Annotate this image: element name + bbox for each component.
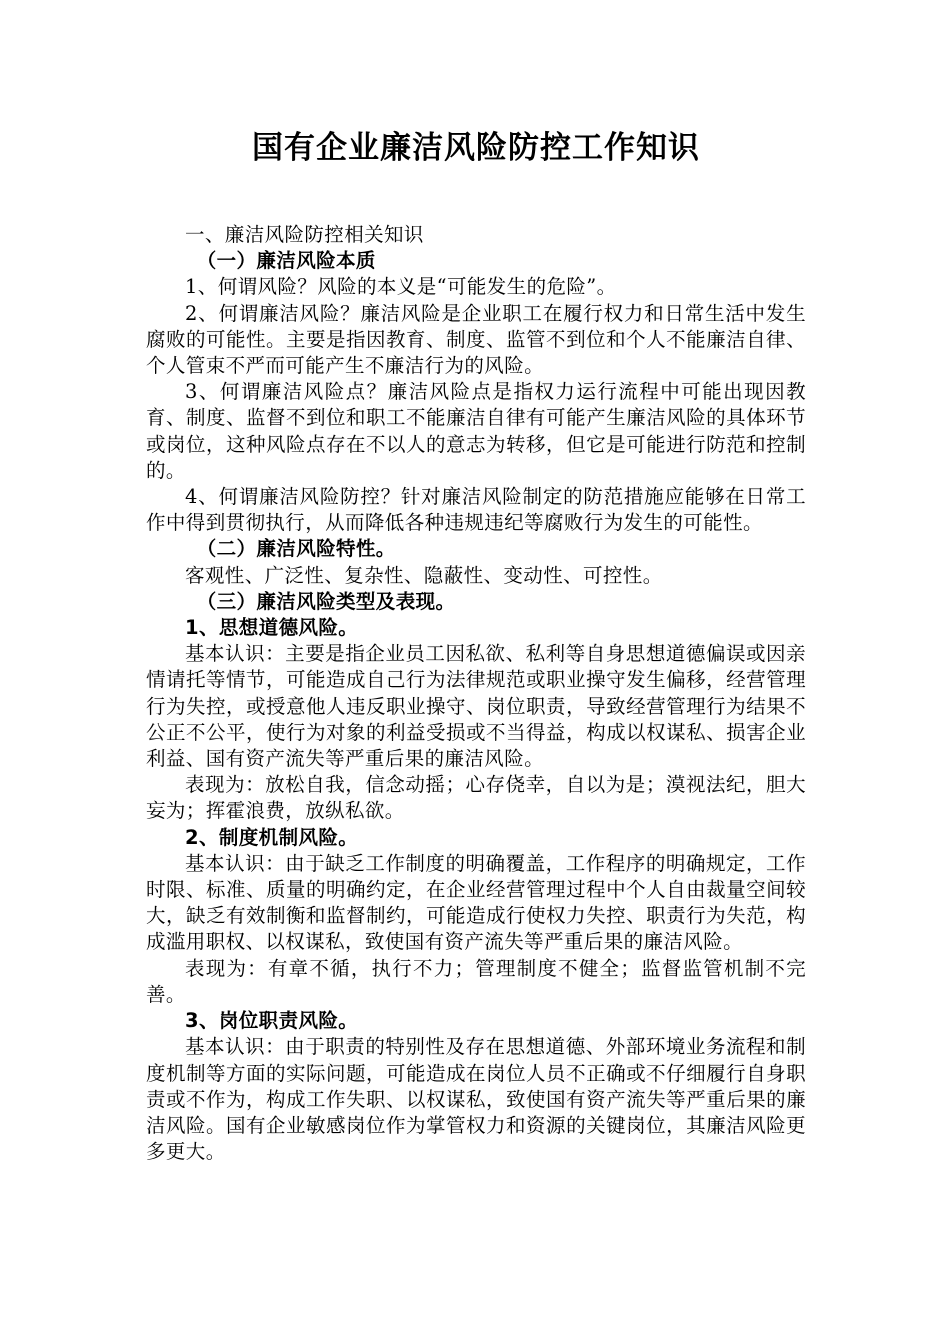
subsection-heading: （二）廉洁风险特性。 — [196, 537, 396, 561]
paragraph: 2、何谓廉洁风险？廉洁风险是企业职工在履行权力和日常生活中发生腐败的可能性。主要是指因教育、制度、监管不到位和个人不能廉洁自律、个人管束不严而可能产生不廉洁行为的风险。 — [146, 301, 806, 378]
paragraph: 客观性、广泛性、复杂性、隐蔽性、变动性、可控性。 — [185, 563, 663, 587]
paragraph: 表现为：有章不循，执行不力；管理制度不健全；监督监管机制不完善。 — [146, 956, 806, 1006]
paragraph: 基本认识：由于职责的特别性及存在思想道德、外部环境业务流程和制度机制等方面的实际问题，可能造成在岗位人员不正确或不仔细履行自身职责或不作为，构成工作失职、以权谋私，致使国有资产流失等严重后果的廉洁风险。国有企业敏感岗位作为掌管权力和资源的关键岗位，其廉洁风险更多更大。 — [146, 1035, 806, 1164]
document-title: 国有企业廉洁风险防控工作知识 — [252, 130, 700, 166]
paragraph: 1、何谓风险？风险的本义是“可能发生的危险”。 — [185, 275, 617, 299]
subsection-heading: （三）廉洁风险类型及表现。 — [196, 589, 456, 613]
paragraph: 基本认识：由于缺乏工作制度的明确覆盖，工作程序的明确规定，工作时限、标准、质量的明确约定，在企业经营管理过程中个人自由裁量空间较大，缺乏有效制衡和监督制约，可能造成行使权力失控、职责行为失范，构成滥用职权、以权谋私，致使国有资产流失等严重后果的廉洁风险。 — [146, 851, 806, 954]
paragraph: 表现为：放松自我，信念动摇；心存侥幸，自以为是；漠视法纪，胆大妄为；挥霍浪费，放纵私欲。 — [146, 773, 806, 823]
item-heading: 1、思想道德风险。 — [185, 616, 359, 640]
paragraph: 4、何谓廉洁风险防控？针对廉洁风险制定的防范措施应能够在日常工作中得到贯彻执行，从而降低各种违规违纪等腐败行为发生的可能性。 — [146, 485, 806, 535]
item-heading: 3、岗位职责风险。 — [185, 1009, 359, 1033]
item-heading: 2、制度机制风险。 — [185, 825, 359, 849]
paragraph: 3、何谓廉洁风险点？廉洁风险点是指权力运行流程中可能出现因教育、制度、监督不到位和职工不能廉洁自律有可能产生廉洁风险的具体环节或岗位，这种风险点存在不以人的意志为转移，但它是可能进行防范和控制的。 — [146, 380, 806, 482]
paragraph: 基本认识：主要是指企业员工因私欲、私利等自身思想道德偏误或因亲情请托等情节，可能造成自己行为法律规范或职业操守发生偏移，经营管理行为失控，或授意他人违反职业操守、岗位职责，导致经营管理行为结果不公正不公平，使行为对象的利益受损或不当得益，构成以权谋私、损害企业利益、国有资产流失等严重后果的廉洁风险。 — [146, 642, 806, 771]
document-body — [146, 222, 806, 1165]
subsection-heading: （一）廉洁风险本质 — [196, 249, 376, 273]
section-heading: 一、廉洁风险防控相关知识 — [185, 223, 424, 246]
